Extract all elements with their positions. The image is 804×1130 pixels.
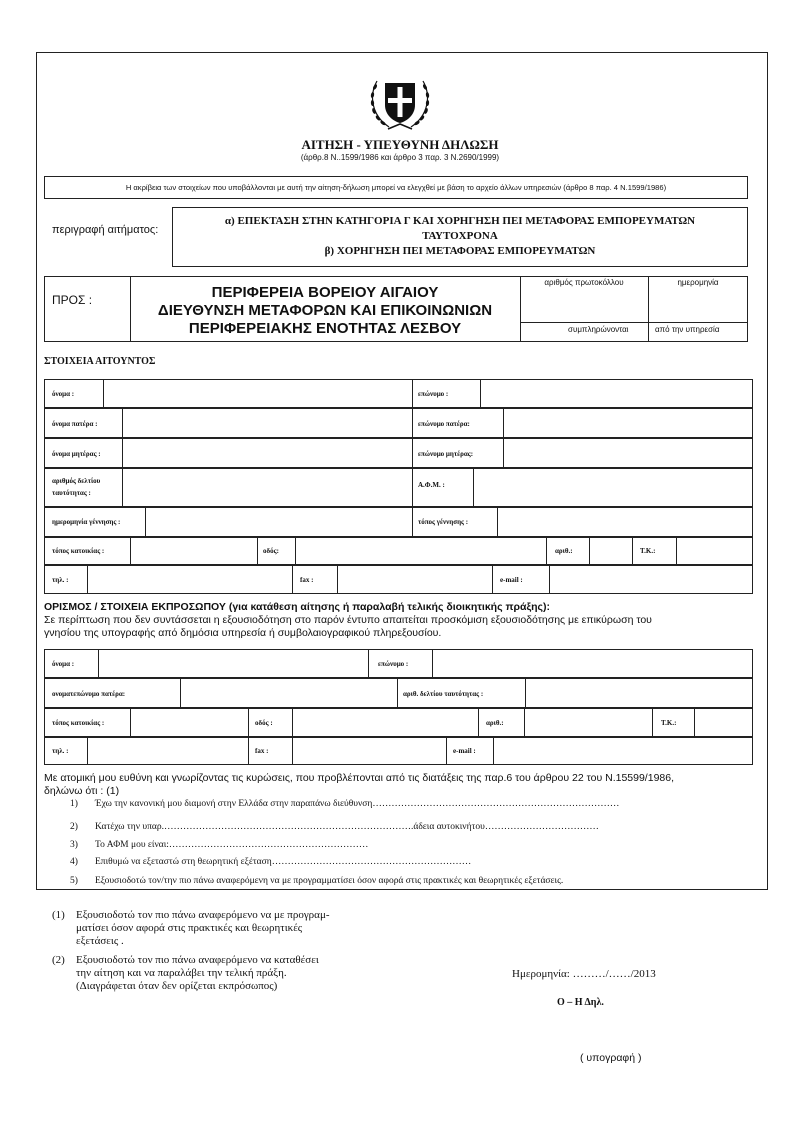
- representative-id-number-label: αριθ. δελτίου ταυτότητας :: [403, 690, 484, 698]
- footnote-text-line: εξετάσεις .: [76, 935, 124, 947]
- footnote-number: (2): [52, 954, 65, 966]
- filled-by-label: συμπληρώνονται: [568, 325, 629, 334]
- applicant-first-name-input[interactable]: [104, 380, 411, 407]
- applicant-last-name-input[interactable]: [481, 380, 752, 407]
- accuracy-note: Η ακρίβεια των στοιχείων που υποβάλλονται με αυτή την αίτηση-δήλωση μπορεί να ελεγχθεί με βάση το αρχείο άλλων υπηρεσιών (άρθρο 8 παρ. 4 Ν.1599/1986): [125, 183, 667, 192]
- applicant-id-number-label-line2: ταυτότητας :: [52, 489, 91, 497]
- representative-email-input[interactable]: [494, 738, 752, 764]
- form-title: ΑΙΤΗΣΗ - ΥΠΕΥΘΥΝΗ ΔΗΛΩΣΗ: [301, 137, 499, 152]
- representative-phone-label: τηλ. :: [52, 747, 69, 755]
- representative-note-line1: Σε περίπτωση που δεν συντάσσεται η εξουσιοδότηση στο παρόν έντυπο απαιτείται προσκόμιση εξουσιοδότησης με επικύρωση του: [44, 614, 652, 626]
- applicant-id-number-label-line1: αριθμός δελτίου: [52, 477, 101, 485]
- service-label: από την υπηρεσία: [655, 325, 720, 334]
- representative-father-name-input[interactable]: [181, 679, 396, 707]
- declaration-item-text: Εξουσιοδοτώ τον/την πιο πάνω αναφερόμενη να με προγραμματίσει όσον αφορά στις πρακτικές και θεωρητικές εξετάσεις.: [95, 876, 564, 886]
- representative-father-name-label: ονοματεπώνυμο πατέρα:: [52, 690, 126, 698]
- representative-first-name-label: όνομα :: [52, 660, 75, 668]
- applicant-residence-label: τόπος κατοικίας :: [52, 547, 105, 555]
- applicant-mother-name-input[interactable]: [123, 439, 411, 467]
- representative-last-name-label: επώνυμο :: [378, 660, 409, 668]
- footnote-text-line: την αίτηση και να παραλάβει την τελική πράξη.: [76, 967, 287, 979]
- declaration-item-text: Το ΑΦΜ μου είναι:………………………………………………………: [95, 840, 369, 850]
- declaration-item-number: 5): [70, 876, 78, 886]
- declaration-item-text: Κατέχω την υπαρ.…………………………………………………………………….άδεια αυτοκινήτου………………………………: [95, 822, 599, 832]
- coat-of-arms-emblem: [367, 73, 433, 135]
- applicant-number-label: αριθ.:: [555, 547, 573, 555]
- representative-number-input[interactable]: [525, 709, 651, 736]
- representative-fax-input[interactable]: [293, 738, 445, 764]
- declaration-item-number: 2): [70, 822, 78, 832]
- declaration-item-number: 4): [70, 857, 78, 867]
- applicant-fax-input[interactable]: [338, 566, 491, 593]
- recipient-label: ΠΡΟΣ :: [52, 293, 93, 307]
- applicant-mother-surname-input[interactable]: [504, 439, 752, 467]
- declaration-intro-line2: δηλώνω ότι : (1): [44, 785, 120, 797]
- representative-note-line2: γνησίου της υπογραφής από δημόσια υπηρεσία ή συμβολαιογραφικού πληρεξουσίου.: [44, 627, 442, 639]
- applicant-father-name-label: όνομα πατέρα :: [52, 420, 98, 428]
- representative-section-title: ΟΡΙΣΜΟΣ / ΣΤΟΙΧΕΙΑ ΕΚΠΡΟΣΩΠΟΥ (για κατάθεση αίτησης ή παραλαβή τελικής διοικητικής πράξης):: [44, 601, 551, 613]
- representative-email-label: e-mail :: [453, 747, 476, 755]
- recipient-line-1: ΠΕΡΙΦΕΡΕΙΑ ΒΟΡΕΙΟΥ ΑΙΓΑΙΟΥ: [211, 284, 439, 301]
- declaration-intro-line1: Με ατομική μου ευθύνη και γνωρίζοντας τις κυρώσεις, που προβλέπονται από τις διατάξεις της παρ.6 του άρθρου 22 του Ν.15599/1986,: [44, 772, 675, 784]
- applicant-postal-code-label: Τ.Κ.:: [640, 547, 656, 555]
- applicant-birth-date-label: ημερομηνία γέννησης :: [52, 518, 121, 526]
- representative-first-name-input[interactable]: [99, 650, 367, 677]
- applicant-number-input[interactable]: [590, 538, 631, 564]
- applicant-father-surname-label: επώνυμο πατέρα:: [418, 420, 470, 428]
- footnote-text: [76, 909, 330, 948]
- signature-date: Ημερομηνία: ………/……/2013: [512, 968, 656, 980]
- signature-label: ( υπογραφή ): [580, 1052, 642, 1064]
- footnote-text-line: ματίσει όσον αφορά στις πρακτικές και θεωρητικές: [76, 922, 303, 934]
- protocol-number-field[interactable]: [521, 290, 647, 321]
- representative-id-number-input[interactable]: [526, 679, 752, 707]
- request-line-1: α) ΕΠΕΚΤΑΣΗ ΣΤΗΝ ΚΑΤΗΓΟΡΙΑ Γ ΚΑΙ ΧΟΡΗΓΗΣΗ ΠΕΙ ΜΕΤΑΦΟΡΑΣ ΕΜΠΟΡΕΥΜΑΤΩΝ: [224, 215, 696, 227]
- declaration-item-number: 1): [70, 799, 78, 809]
- declaration-item-text: Έχω την κανονική μου διαμονή στην Ελλάδα στην παραπάνω διεύθυνση……………………………………………………………………: [95, 799, 620, 809]
- declaration-item-text: Επιθυμώ να εξεταστώ στη θεωρητική εξέταση………………………………………………………: [95, 857, 472, 867]
- applicant-tax-id-label: Α.Φ.Μ. :: [418, 481, 445, 489]
- protocol-number-label: αριθμός πρωτοκόλλου: [544, 278, 624, 287]
- applicant-tax-id-input[interactable]: [474, 469, 752, 506]
- applicant-postal-code-input[interactable]: [677, 538, 752, 564]
- applicant-section-title: ΣΤΟΙΧΕΙΑ ΑΙΤΟΥΝΤΟΣ: [44, 356, 156, 367]
- representative-fax-label: fax :: [255, 747, 269, 755]
- footnote-text: [76, 954, 319, 993]
- registration-date-field[interactable]: [649, 290, 747, 321]
- applicant-mother-surname-label: επώνυμο μητέρας:: [418, 450, 474, 458]
- applicant-fax-label: fax :: [300, 576, 314, 584]
- footnote-text-line: (Διαγράφεται όταν δεν ορίζεται εκπρόσωπος): [76, 980, 278, 992]
- applicant-birth-place-input[interactable]: [498, 508, 752, 536]
- representative-last-name-input[interactable]: [433, 650, 752, 677]
- applicant-birth-place-label: τόπος γέννησης :: [418, 518, 469, 526]
- date-label: ημερομηνία: [677, 278, 719, 287]
- applicant-father-name-input[interactable]: [123, 409, 411, 437]
- request-line-2: ΤΑΥΤΟΧΡΟΝΑ: [422, 230, 498, 242]
- applicant-street-input[interactable]: [296, 538, 545, 564]
- request-line-3: β) ΧΟΡΗΓΗΣΗ ΠΕΙ ΜΕΤΑΦΟΡΑΣ ΕΜΠΟΡΕΥΜΑΤΩΝ: [324, 245, 596, 257]
- recipient-line-2: ΔΙΕΥΘΥΝΣΗ ΜΕΤΑΦΟΡΩΝ ΚΑΙ ΕΠΙΚΟΙΝΩΝΙΩΝ: [157, 302, 493, 319]
- representative-residence-input[interactable]: [131, 709, 247, 736]
- representative-residence-label: τόπος κατοικίας :: [52, 719, 105, 727]
- form-legal-basis: (άρθρ.8 Ν..1599/1986 και άρθρο 3 παρ. 3 Ν.2690/1999): [300, 153, 500, 162]
- applicant-phone-input[interactable]: [88, 566, 291, 593]
- footnote-number: (1): [52, 909, 65, 921]
- representative-phone-input[interactable]: [88, 738, 247, 764]
- applicant-email-input[interactable]: [550, 566, 752, 593]
- representative-postal-code-label: Τ.Κ.:: [661, 719, 677, 727]
- applicant-street-label: οδός:: [263, 547, 279, 555]
- applicant-residence-input[interactable]: [131, 538, 256, 564]
- applicant-phone-label: τηλ. :: [52, 576, 69, 584]
- representative-number-label: αριθ.:: [486, 719, 504, 727]
- footnote-text-line: Εξουσιοδοτώ τον πιο πάνω αναφερόμενο να καταθέσει: [76, 954, 319, 966]
- applicant-birth-date-input[interactable]: [146, 508, 411, 536]
- applicant-id-number-input[interactable]: [123, 469, 411, 506]
- applicant-mother-name-label: όνομα μητέρας :: [52, 450, 101, 458]
- request-description-label: περιγραφή αιτήματος:: [52, 224, 159, 236]
- applicant-email-label: e-mail :: [500, 576, 523, 584]
- representative-street-label: οδός :: [255, 719, 273, 727]
- representative-street-input[interactable]: [293, 709, 477, 736]
- recipient-line-3: ΠΕΡΙΦΕΡΕΙΑΚΗΣ ΕΝΟΤΗΤΑΣ ΛΕΣΒΟΥ: [188, 320, 462, 337]
- applicant-first-name-label: όνομα :: [52, 390, 75, 398]
- representative-postal-code-input[interactable]: [695, 709, 752, 736]
- footnote-text-line: Εξουσιοδοτώ τον πιο πάνω αναφερόμενο να με προγραμ-: [76, 909, 330, 921]
- applicant-last-name-label: επώνυμο :: [418, 390, 449, 398]
- signature-field[interactable]: [520, 1012, 690, 1048]
- applicant-father-surname-input[interactable]: [504, 409, 752, 437]
- declarant-label: Ο – Η Δηλ.: [557, 997, 604, 1008]
- declaration-item-number: 3): [70, 840, 78, 850]
